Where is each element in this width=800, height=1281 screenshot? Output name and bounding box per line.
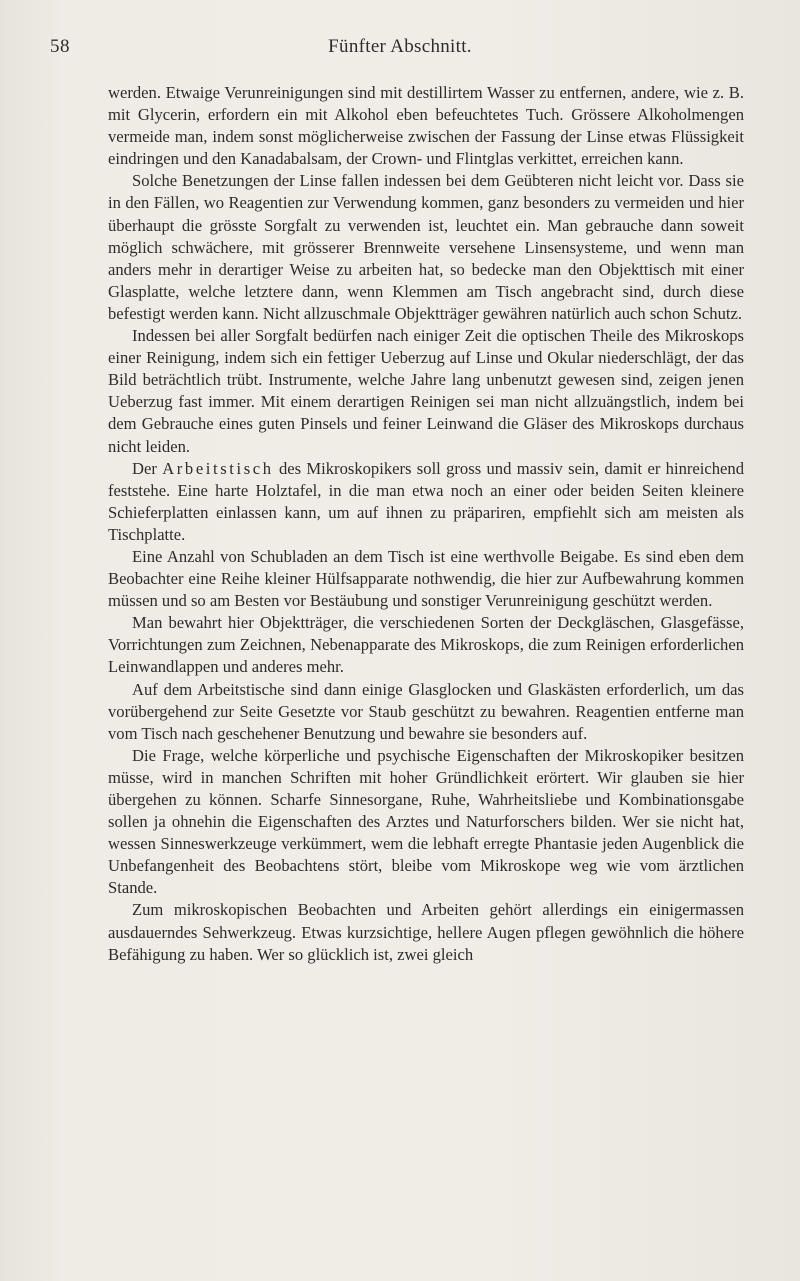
paragraph-2: Solche Benetzungen der Linse fallen indessen bei dem Geübteren nicht leicht vor. Dass sie in den Fällen, wo Reagentien zur Verwendung kommen, ganz besonders zu vermeiden und hier überhaupt die grösste Sorgfalt zu verwenden ist, leuchtet ein. Man gebrauche dann soweit möglich schwächere, mit grösserer Brennweite versehene Linsensysteme, und wenn man anders mehr in derartiger Weise zu arbeiten hat, so bedecke man den Objekttisch mit einer Glasplatte, welche letztere dann, wenn Klemmen am Tisch angebracht sind, durch diese befestigt werden kann. Nicht allzuschmale Objektträger gewähren natürlich auch schon Schutz. <box>108 171 744 323</box>
paragraph-4-lead: Der <box>132 458 163 478</box>
page-number: 58 <box>50 36 70 57</box>
paragraph-6: Man bewahrt hier Objektträger, die verschiedenen Sorten der Deckgläschen, Glasgefässe, Vorrichtungen zum Zeichnen, Nebenapparate des Mikroskops, die zum Reinigen erforderlichen Leinwandlappen und anderes mehr. <box>108 613 744 677</box>
paragraph-4-emphasis: Arbeitstisch <box>162 458 274 478</box>
paragraph-4-text: des Mikroskopikers soll gross und massiv sein, damit er hinreichend feststehe. Eine harte Holztafel, in die man etwa noch an einer oder beiden Seiten kleinere Schieferplatten einlassen kann, um auf ihnen zu präpariren, empfiehlt sich am meisten als Tischplatte. <box>108 458 745 544</box>
paragraph-9: Zum mikroskopischen Beobachten und Arbeiten gehört allerdings ein einigermassen ausdauerndes Sehwerkzeug. Etwas kurzsichtige, hellere Augen pflegen gewöhnlich die höhere Befähigung zu haben. Wer so glücklich ist, zwei gleich <box>108 900 744 964</box>
paragraph-3: Indessen bei aller Sorgfalt bedürfen nach einiger Zeit die optischen Theile des Mikroskops einer Reinigung, indem sich ein fettiger Ueberzug auf Linse und Okular niederschlägt, der das Bild beträchtlich trübt. Instrumente, welche Jahre lang unbenutzt gewesen sind, zeigen jenen Ueberzug fast immer. Mit einem derartigen Reinigen sei man nicht allzuängstlich, indem bei dem Gebrauche eines guten Pinsels und feiner Leinwand die Gläser des Mikroskops durchaus nicht leiden. <box>108 326 744 456</box>
body-text <box>108 82 744 966</box>
paragraph-4 <box>108 458 744 546</box>
paragraph-8: Die Frage, welche körperliche und psychische Eigenschaften der Mikroskopiker besitzen müsse, wird in manchen Schriften mit hoher Gründlichkeit erörtert. Wir glauben sie hier übergehen zu können. Scharfe Sinnesorgane, Ruhe, Wahrheitsliebe und Kombinationsgabe sollen ja ohnehin die Eigenschaften des Arztes und Naturforschers bilden. Wer sie nicht hat, wessen Sinneswerkzeuge verkümmert, wem die lebhaft erregte Phantasie jeden Augenblick die Unbefangenheit des Beobachtens stört, bleibe vom Mikroskope weg wie vom ärztlichen Stande. <box>108 745 744 898</box>
paragraph-7: Auf dem Arbeitstische sind dann einige Glasglocken und Glaskästen erforderlich, um das vorübergehend zur Seite Gesetzte vor Staub geschützt zu bewahren. Reagentien entferne man vom Tisch nach geschehener Benutzung und bewahre sie besonders auf. <box>108 679 744 743</box>
paragraph-5: Eine Anzahl von Schubladen an dem Tisch ist eine werthvolle Beigabe. Es sind eben dem Beobachter eine Reihe kleiner Hülfsapparate nothwendig, die hier zur Aufbewahrung kommen müssen und so am Besten vor Bestäubung und sonstiger Verunreinigung geschützt werden. <box>108 546 744 611</box>
running-head: Fünfter Abschnitt. <box>328 36 472 57</box>
paragraph-1: werden. Etwaige Verunreinigungen sind mit destillirtem Wasser zu entfernen, andere, wie z. B. mit Glycerin, erfordern ein mit Alkohol eben befeuchtetes Tuch. Grössere Alkoholmengen vermeide man, indem sonst möglicherweise zwischen der Fassung der Linse etwas Flüssigkeit eindringen und den Kanadabalsam, der Crown- und Flintglas verkittet, erreichen kann. <box>108 83 744 169</box>
page-header <box>50 36 750 64</box>
